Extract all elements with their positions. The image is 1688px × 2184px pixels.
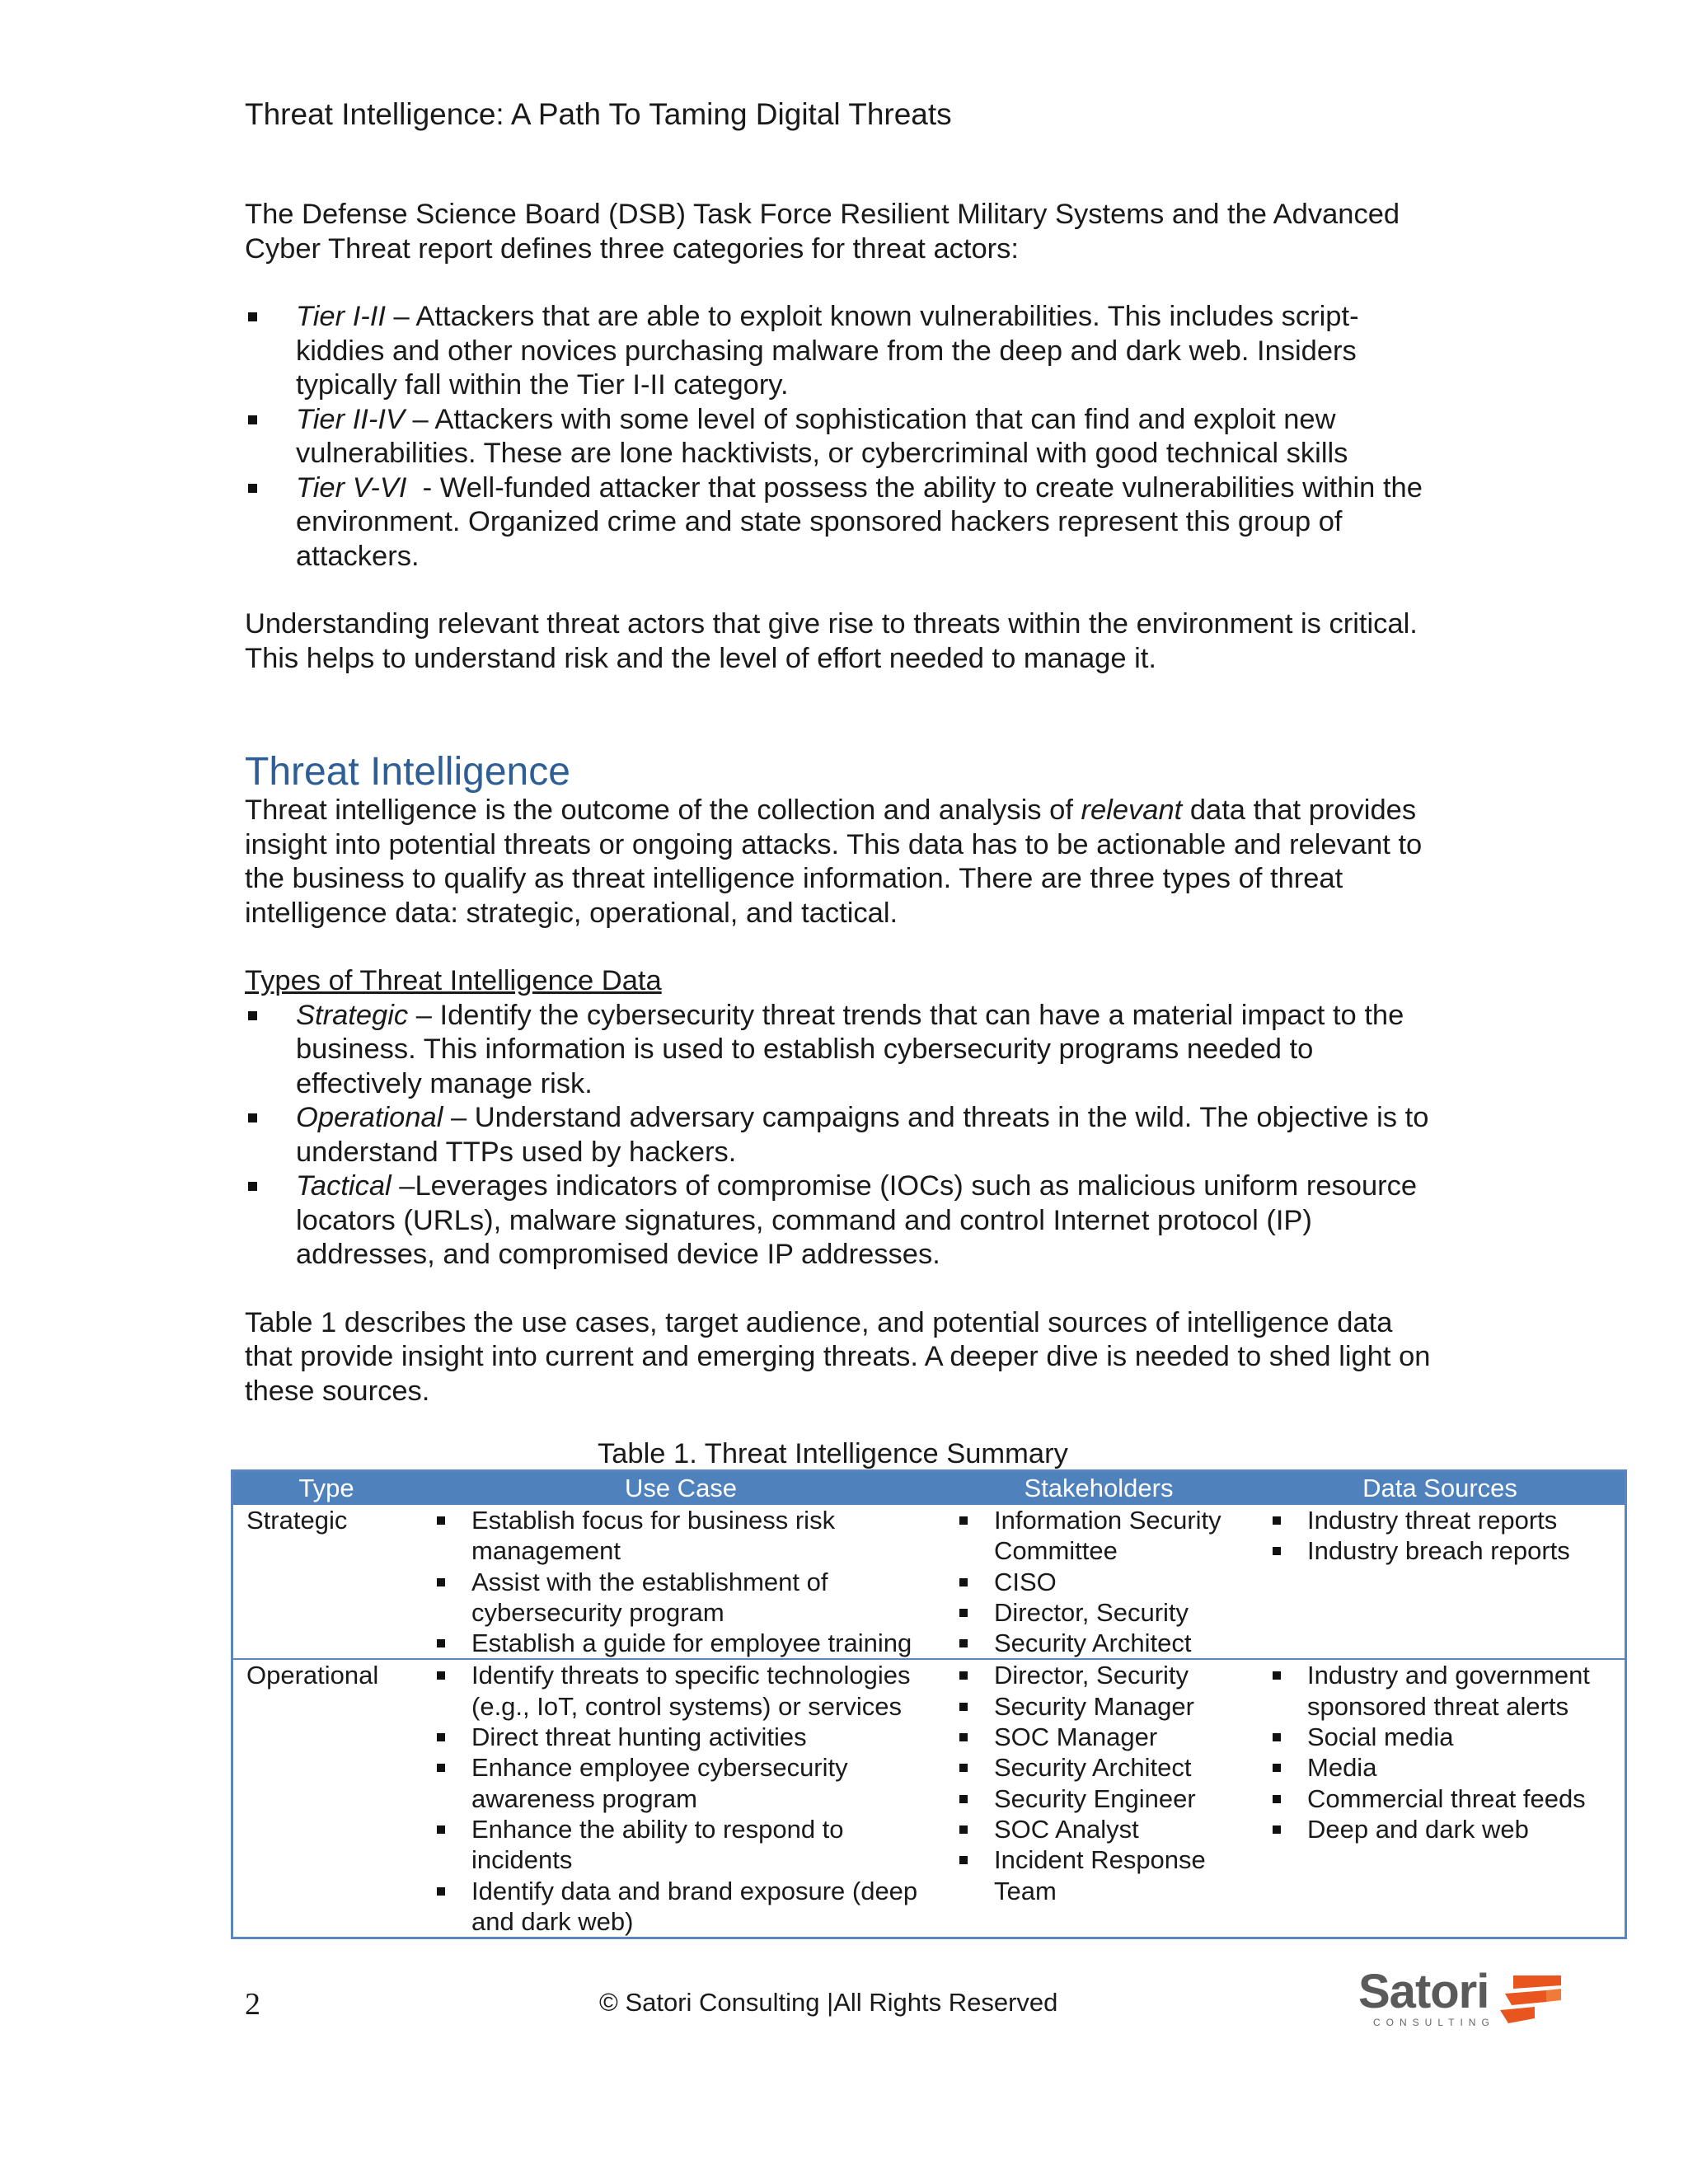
list-item: SOC Analyst xyxy=(942,1814,1255,1844)
list-item: Security Architect xyxy=(942,1752,1255,1783)
types-list xyxy=(245,999,1440,1272)
sources-cell xyxy=(1255,1659,1626,1938)
threat-intel-table xyxy=(231,1469,1627,1939)
sources-cell xyxy=(1255,1505,1626,1659)
tier-name: Tier I-II xyxy=(296,301,386,332)
logo-subtitle: CONSULTING xyxy=(1373,2017,1495,2028)
list-item: Security Architect xyxy=(942,1628,1255,1658)
stakeholders-cell xyxy=(942,1505,1255,1659)
list-item: Enhance the ability to respond to incidents xyxy=(420,1814,942,1876)
page-content xyxy=(245,198,1440,1408)
list-item: Industry and government sponsored threat alerts xyxy=(1255,1660,1625,1722)
list-item: Security Engineer xyxy=(942,1783,1255,1814)
type-desc: – Identify the cybersecurity threat trends that can have a material impact to the business. This information is used to establish cybersecurity programs needed to effectively manage risk. xyxy=(296,999,1404,1099)
copyright-notice: © Satori Consulting |All Rights Reserved xyxy=(599,1988,1058,2017)
section-paragraph: Threat intelligence is the outcome of the collection and analysis of relevant data that provides insight into potential threats or ongoing attacks. This data has to be actionable and relevant to the business to qualify as threat intelligence information. There are three types of threat intelligence data: strategic, operational, and tactical. xyxy=(245,794,1423,929)
list-item: Establish a guide for employee training xyxy=(420,1628,942,1658)
tier-list xyxy=(245,300,1440,574)
table-intro-paragraph: Table 1 describes the use cases, target audience, and potential sources of intelligence data that provide insight into current and emerging threats. A deeper dive is needed to shed light on these sources. xyxy=(245,1306,1431,1407)
type-cell: Operational xyxy=(246,1661,379,1690)
list-item: Assist with the establishment of cybersecurity program xyxy=(420,1567,942,1629)
column-header: Type xyxy=(232,1471,420,1506)
tier-desc: – Attackers that are able to exploit known vulnerabilities. This includes script-kiddies and other novices purchasing malware from the deep and dark web. Insiders typically fall within the Tier I-II category. xyxy=(296,301,1359,401)
column-header: Data Sources xyxy=(1255,1471,1626,1506)
types-subheading: Types of Threat Intelligence Data xyxy=(245,965,662,996)
list-item: Media xyxy=(1255,1752,1625,1783)
use-case-cell xyxy=(420,1659,942,1938)
tier-name: Tier II-IV xyxy=(296,403,405,435)
page-number: 2 xyxy=(245,1987,260,2022)
column-header: Use Case xyxy=(420,1471,942,1506)
type-name: Strategic xyxy=(296,999,409,1031)
list-item xyxy=(245,999,1440,1102)
emphasis: relevant xyxy=(1081,794,1183,826)
section-heading: Threat Intelligence xyxy=(245,750,570,794)
type-desc: – Understand adversary campaigns and threats in the wild. The objective is to understand TTPs used by hackers. xyxy=(296,1102,1429,1168)
list-item: CISO xyxy=(942,1567,1255,1597)
type-cell: Strategic xyxy=(232,1505,420,1659)
tier-desc: - Well-funded attacker that possess the ability to create vulnerabilities within the environment. Organized crime and state sponsored hackers represent this group of attackers. xyxy=(296,471,1431,572)
list-item: Industry breach reports xyxy=(1255,1535,1625,1566)
intro-paragraph: The Defense Science Board (DSB) Task Force Resilient Military Systems and the Advanced Cyber Threat report defines three categories for threat actors: xyxy=(245,199,1400,265)
list-item: Director, Security xyxy=(942,1597,1255,1628)
tier-name: Tier V-VI xyxy=(296,471,407,504)
list-item: Enhance employee cybersecurity awareness program xyxy=(420,1752,942,1814)
list-item: Direct threat hunting activities xyxy=(420,1722,942,1752)
table-row xyxy=(232,1505,1626,1659)
logo-wordmark: Satori xyxy=(1358,1965,1489,2018)
list-item xyxy=(245,403,1440,471)
tier-desc: – Attackers with some level of sophistication that can find and exploit new vulnerabilities. These are lone hacktivists, or cybercriminal with good technical skills xyxy=(296,403,1348,469)
list-item: SOC Manager xyxy=(942,1722,1255,1752)
list-item: Information Security Committee xyxy=(942,1505,1255,1567)
type-desc: –Leverages indicators of compromise (IOCs) such as malicious uniform resource locators (URLs), malware signatures, command and control Internet protocol (IP) addresses, and compromised device IP addresses. xyxy=(296,1170,1418,1270)
closing-paragraph: Understanding relevant threat actors that give rise to threats within the environment is critical. This helps to understand risk and the level of effort needed to manage it. xyxy=(245,608,1418,674)
list-item xyxy=(245,300,1440,403)
use-case-cell xyxy=(420,1505,942,1659)
list-item: Commercial threat feeds xyxy=(1255,1783,1625,1814)
list-item: Industry threat reports xyxy=(1255,1505,1625,1535)
type-name: Tactical xyxy=(296,1170,392,1202)
list-item: Security Manager xyxy=(942,1691,1255,1722)
type-name: Operational xyxy=(296,1102,443,1133)
list-item: Incident Response Team xyxy=(942,1844,1255,1906)
table-header-row xyxy=(232,1471,1626,1506)
column-header: Stakeholders xyxy=(942,1471,1255,1506)
logo-mark-icon xyxy=(1489,1972,1563,2038)
list-item: Identify data and brand exposure (deep and dark web) xyxy=(420,1876,942,1938)
list-item: Director, Security xyxy=(942,1660,1255,1690)
stakeholders-cell xyxy=(942,1659,1255,1938)
list-item: Social media xyxy=(1255,1722,1625,1752)
running-header: Threat Intelligence: A Path To Taming Digital Threats xyxy=(245,97,952,131)
list-item xyxy=(245,471,1440,574)
list-item: Identify threats to specific technologies (e.g., IoT, control systems) or services xyxy=(420,1660,942,1722)
list-item: Deep and dark web xyxy=(1255,1814,1625,1844)
list-item: Establish focus for business risk management xyxy=(420,1505,942,1567)
satori-logo xyxy=(1358,1966,1564,2040)
list-item xyxy=(245,1101,1440,1169)
table-row xyxy=(232,1659,1626,1938)
list-item xyxy=(245,1169,1440,1272)
